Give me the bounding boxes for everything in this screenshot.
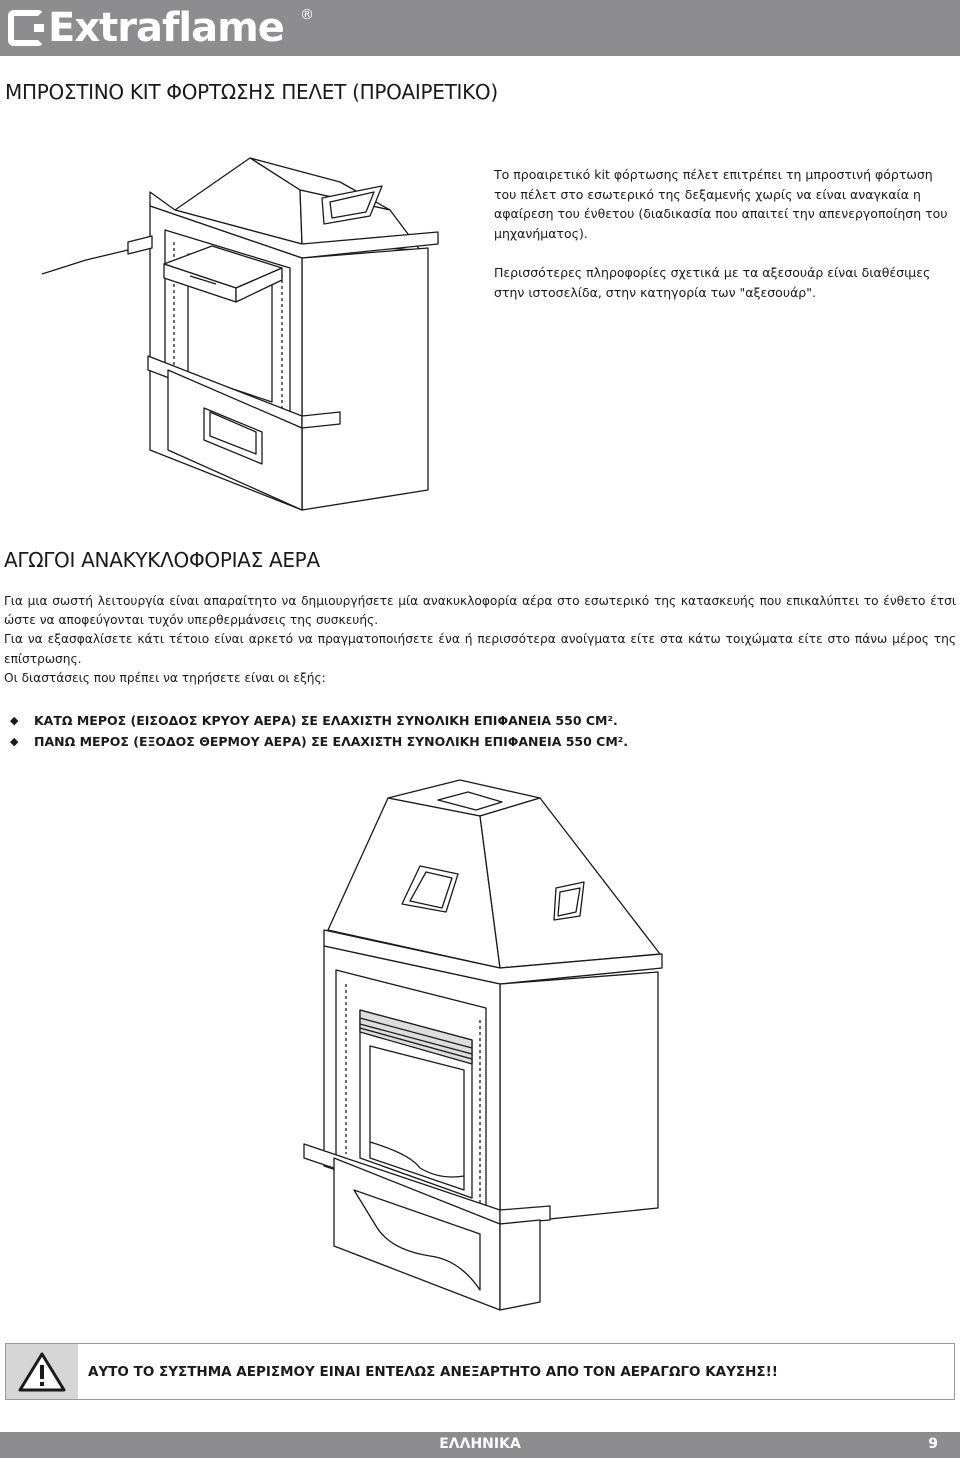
- air-ducts-title: ΑΓΩΓΟΙ ΑΝΑΚΥΚΛΟΦΟΡΙΑΣ ΑΕΡΑ: [4, 548, 320, 572]
- pellet-kit-paragraph-2: Περισσότερες πληροφορίες σχετικά με τα αξεσουάρ είναι διαθέσιμες στην ιστοσελίδα, στην κατηγορία των "αξεσουάρ".: [494, 265, 931, 300]
- pellet-kit-text: [494, 165, 954, 322]
- pellet-kit-title: ΜΠΡΟΣΤΙΝΟ KIT ΦΟΡΤΩΣΗΣ ΠΕΛΕΤ (ΠΡΟΑΙΡΕΤΙΚΟ): [5, 80, 498, 104]
- bullet-text-lower: ΚΑΤΩ ΜΕΡΟΣ (ΕΙΣΟΔΟΣ ΚΡΥΟΥ ΑΕΡΑ) ΣΕ ΕΛΑΧΙΣΤΗ ΣΥΝΟΛΙΚΗ ΕΠΙΦΑΝΕΙΑ 550 CM².: [34, 713, 618, 728]
- pellet-kit-illustration: [40, 150, 460, 520]
- registered-mark: ®: [300, 7, 314, 23]
- dimension-list: [10, 710, 628, 752]
- air-ducts-paragraph-1: Για μια σωστή λειτουργία είναι απαραίτητο να δημιουργήσετε μία ανακυκλοφορία αέρα στο εσωτερικό της κατασκευής που επικαλύπτει το ένθετο έτσι ώστε να αποφεύγονται τυχόν υπερθερμάνσεις της συσκευής.: [4, 594, 956, 628]
- list-item: [10, 710, 628, 731]
- air-ducts-paragraph-2: Για να εξασφαλίσετε κάτι τέτοιο είναι αρκετό να πραγματοποιήσετε ένα ή περισσότερα ανοίγματα είτε στα κάτω τοιχώματα είτε στο πάνω μέρος της επίστρωσης.: [4, 632, 956, 666]
- list-item: [10, 731, 628, 752]
- warning-text: ΑΥΤΟ ΤΟ ΣΥΣΤΗΜΑ ΑΕΡΙΣΜΟΥ ΕΙΝΑΙ ΕΝΤΕΛΩΣ ΑΝΕΞΑΡΤΗΤΟ ΑΠΟ ΤΟΝ ΑΕΡΑΓΩΓΟ ΚΑΥΣΗΣ!!: [88, 1363, 778, 1380]
- header-bar: [0, 0, 960, 56]
- warning-triangle-icon: [18, 1352, 66, 1392]
- diamond-bullet-icon: ◆: [10, 735, 19, 748]
- air-ducts-text: [4, 592, 956, 688]
- ventilation-illustration: [280, 770, 680, 1330]
- logo-mark-icon: [8, 10, 44, 46]
- air-ducts-paragraph-3: Οι διαστάσεις που πρέπει να τηρήσετε είναι οι εξής:: [4, 670, 326, 685]
- page-number: 9: [928, 1436, 938, 1452]
- bullet-text-upper: ΠΑΝΩ ΜΕΡΟΣ (ΕΞΟΔΟΣ ΘΕΡΜΟΥ ΑΕΡΑ) ΣΕ ΕΛΑΧΙΣΤΗ ΣΥΝΟΛΙΚΗ ΕΠΙΦΑΝΕΙΑ 550 CM².: [34, 734, 629, 749]
- diamond-bullet-icon: ◆: [10, 714, 19, 727]
- brand-logo: [8, 5, 284, 51]
- footer-bar: [0, 1432, 960, 1458]
- pellet-kit-paragraph-1: Το προαιρετικό kit φόρτωσης πέλετ επιτρέπει τη μπροστινή φόρτωση του πέλετ στο εσωτερικό της δεξαμενής χωρίς να είναι αναγκαία η αφαίρεση του ένθετου (διαδικασία που απαιτεί την απενεργοποίηση του μηχανήματος).: [494, 167, 948, 241]
- brand-name: Extraflame: [48, 5, 284, 51]
- warning-box: [5, 1343, 955, 1400]
- warning-icon-cell: [6, 1344, 78, 1399]
- footer-language: ΕΛΛΗΝΙΚΑ: [439, 1436, 521, 1452]
